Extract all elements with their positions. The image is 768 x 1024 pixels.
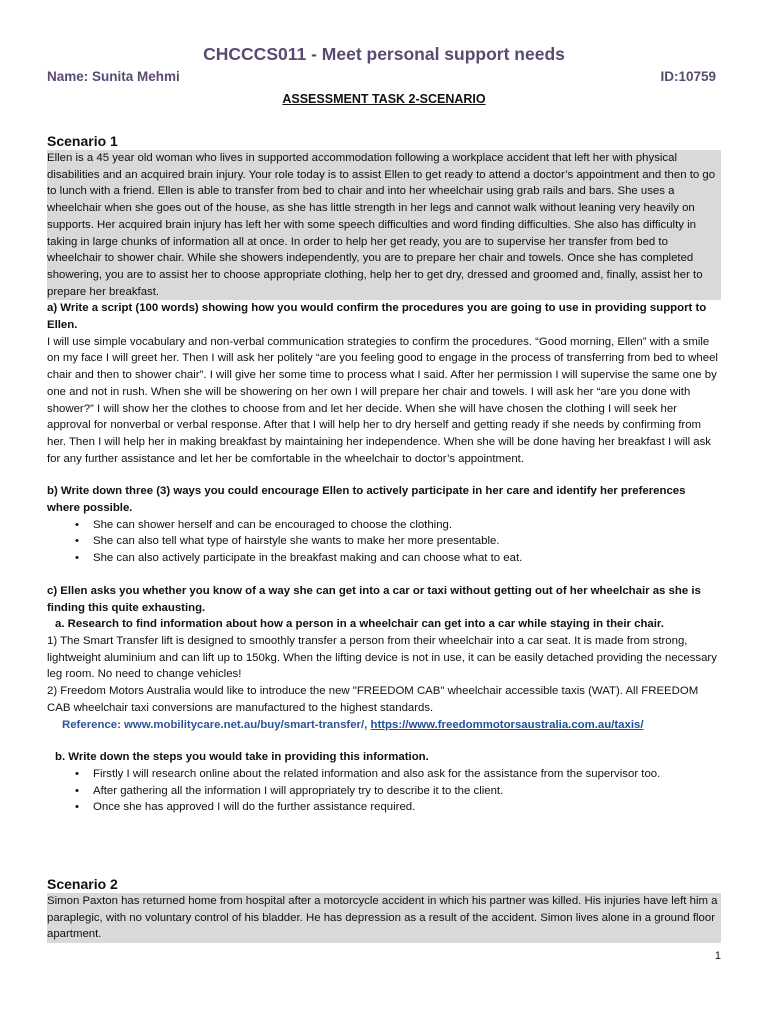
spacer xyxy=(47,467,721,483)
answer-c-1 xyxy=(47,633,721,683)
list-item: • She can shower herself and can be encouraged to choose the clothing. xyxy=(47,517,721,534)
list-item: • She can also tell what type of hairstyle she wants to make her more presentable. xyxy=(47,533,721,550)
answer-c-1-text: 1) The Smart Transfer lift is designed to smoothly transfer a person from their wheelchair into a car seat. It is made from strong, lightweight aluminium and can lift up to 150kg. When the lifting device is not in use, it can be easily detached providing the necessary leg room. No need to change vehicles! xyxy=(47,634,717,681)
list-item: • After gathering all the information I will appropriately try to describe it to the client. xyxy=(47,783,721,800)
reference-line xyxy=(47,717,721,734)
scenario-1-section xyxy=(47,132,721,816)
list-item: • Firstly I will research online about the related information and also ask for the assistance from the supervisor too. xyxy=(47,766,721,783)
scenario-2-section xyxy=(47,875,721,943)
question-c: c) Ellen asks you whether you know of a way she can get into a car or taxi without getting out of her wheelchair as she is finding this quite exhausting. xyxy=(47,584,701,614)
steps-list xyxy=(47,766,721,816)
page-number: 1 xyxy=(714,950,721,962)
spacer xyxy=(47,567,721,583)
list-item: • Once she has approved I will do the further assistance required. xyxy=(47,799,721,816)
scenario-2-text: Simon Paxton has returned home from hospital after a motorcycle accident in which his partner was killed. His injuries have left him a paraplegic, with no voluntary control of his bladder. He has depression as a result of the accident. Simon lives alone in a ground floor apartment. xyxy=(47,893,721,943)
scenario-2-heading: Scenario 2 xyxy=(47,876,118,892)
student-info xyxy=(47,69,716,84)
question-a: a) Write a script (100 words) showing how you would confirm the procedures you are going to use in providing support to Ellen. xyxy=(47,302,707,332)
question-c-a: a. Research to find information about how a person in a wheelchair can get into a car while staying in their chair. xyxy=(55,618,664,631)
scenario-1-text: Ellen is a 45 year old woman who lives in supported accommodation following a workplace accident that left her with physical disabilities and an acquired brain injury. Your role today is to assist Ellen to get ready to attend a doctor’s appointment and then to go to lunch with a friend. Ellen is able to transfer from bed to chair and into her wheelchair using grab rails and bars. She uses a wheelchair when she goes out of the house, as she has little strength in her legs and cannot walk without leaning very heavily on supports. Her acquired brain injury has left her with some speech difficulties and word finding difficulties. She also has difficulty in taking in large chunks of information all at once. In order to help her get ready, you are to supervise her transfer from bed to wheelchair to shower chair. While she showers independently, you are to prepare her chair and towels. Once she has completed showering, you are to assist her to choose appropriate clothing, help her to get dry, dressed and groomed and, finally, assist her to prepare her breakfast. xyxy=(47,150,721,300)
task-title: ASSESSMENT TASK 2-SCENARIO xyxy=(282,92,486,106)
reference-link[interactable]: https://www.freedommotorsaustralia.com.au/taxis/ xyxy=(370,718,644,731)
document-title: CHCCCS011 - Meet personal support needs xyxy=(203,44,565,64)
reference-label: Reference: www.mobilitycare.net.au/buy/smart-transfer/, xyxy=(62,718,371,731)
answer-a: I will use simple vocabulary and non-verbal communication strategies to confirm the procedures. “Good morning, Ellen” with a smile on my face I will greet her. Then I will ask her politely “are you feeling good to engage in the process of transferring from bed to wheel chair and then to shower chair”. I will give her some time to process what I said. After her permission I will supervise the same one by one and not in rush. When she will be showering on her own I will prepare her chair and towels. I will ask her “are you done with shower?” I will show her the clothes to choose from and let her decide. When she will have chosen the clothing I will seek her approval for nonverbal or verbal response. After that I will help her to dry herself and getting ready if she needs by confirming from her. Then I will help her in making breakfast by maintaining her independence. When she will be done having her breakfast I will ask for any further assistance and let her be comfortable in the wheelchair to doctor’s appointment. xyxy=(47,335,718,465)
list-item: • She can also actively participate in the breakfast making and can choose what to eat. xyxy=(47,550,721,567)
student-id: ID:10759 xyxy=(660,69,716,84)
scenario-1-heading: Scenario 1 xyxy=(47,133,118,149)
question-c-b: b. Write down the steps you would take in providing this information. xyxy=(55,751,429,764)
question-b: b) Write down three (3) ways you could encourage Ellen to actively participate in her care and identify her preferences where possible. xyxy=(47,485,686,515)
spacer xyxy=(47,733,721,749)
student-name: Name: Sunita Mehmi xyxy=(47,69,180,84)
answer-b-list xyxy=(47,517,721,567)
answer-c-2: 2) Freedom Motors Australia would like to introduce the new "FREEDOM CAB" wheelchair accessible taxis (WAT). All FREEDOM CAB wheelchair taxi conversions are manufactured to the highest standards. xyxy=(47,685,699,714)
